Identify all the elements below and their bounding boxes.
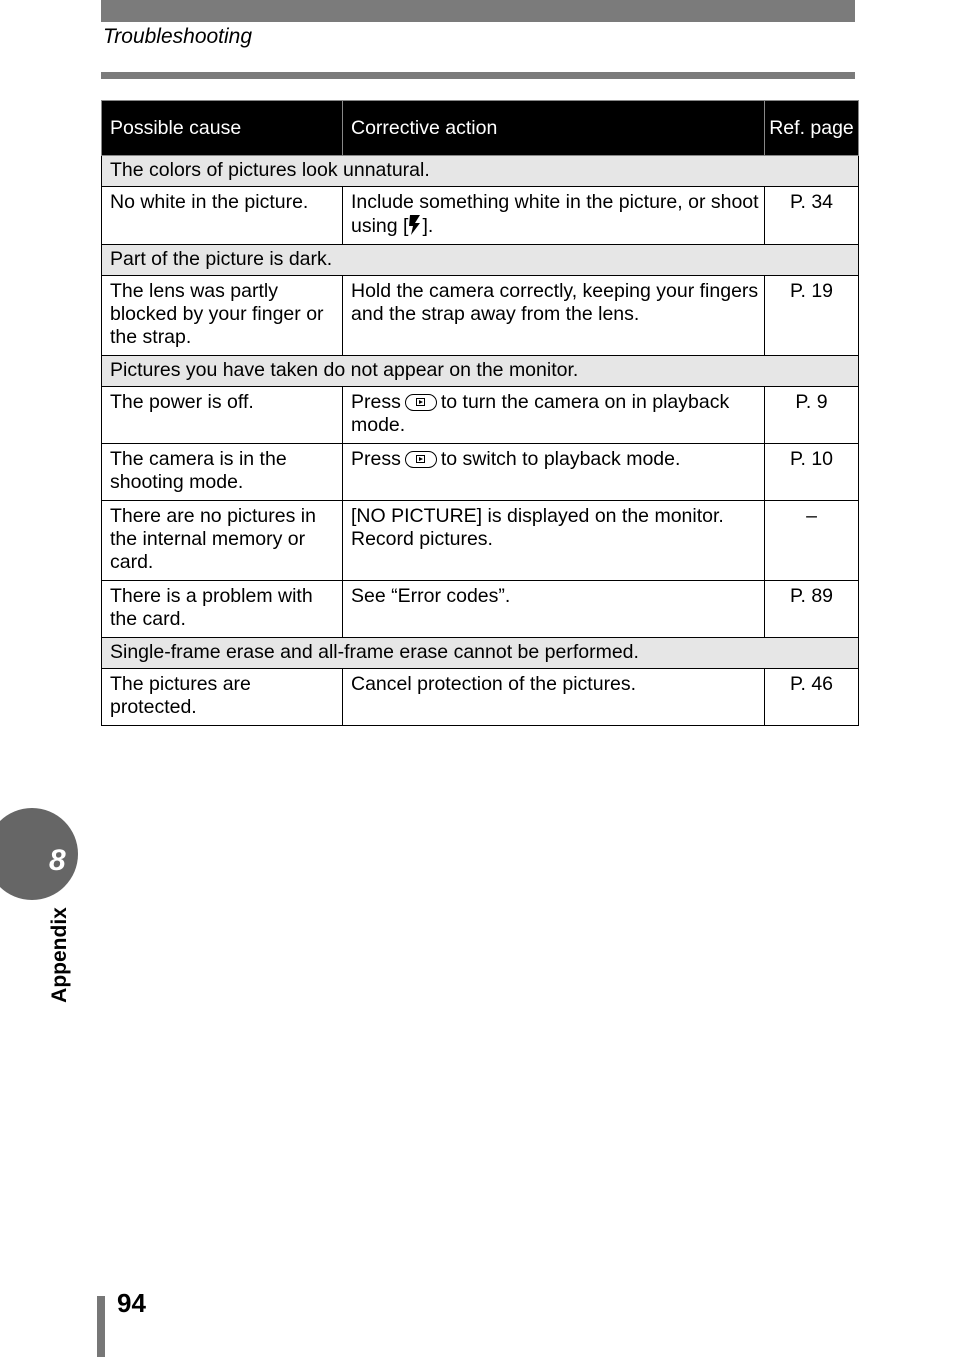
cause-cell: No white in the picture. [102, 187, 343, 245]
cause-cell: The camera is in the shooting mode. [102, 444, 343, 501]
playback-button-icon [405, 451, 437, 468]
action-cell: Cancel protection of the pictures. [343, 669, 765, 726]
action-text: Press [351, 448, 401, 470]
group-title: The colors of pictures look unnatural. [102, 156, 859, 187]
chapter-number: 8 [49, 844, 66, 877]
cause-cell: There are no pictures in the internal memory or card. [102, 501, 343, 581]
section-title: Troubleshooting [103, 25, 253, 48]
action-text: Press [351, 391, 401, 413]
cause-cell: There is a problem with the card. [102, 581, 343, 638]
table-row [102, 581, 859, 638]
group-header-row [102, 156, 859, 187]
action-cell [343, 387, 765, 444]
page-number: 94 [117, 1288, 146, 1318]
ref-cell: P. 46 [765, 669, 859, 726]
table-row [102, 444, 859, 501]
group-header-row [102, 638, 859, 669]
action-cell: Hold the camera correctly, keeping your fingers and the strap away from the lens. [343, 276, 765, 356]
table-row [102, 669, 859, 726]
header-bar [101, 0, 855, 22]
header-possible-cause: Possible cause [102, 101, 343, 156]
table-header-row [102, 101, 859, 156]
action-cell [343, 444, 765, 501]
chapter-label: Appendix [48, 907, 71, 1003]
chapter-tab [0, 808, 78, 900]
playback-button-icon [405, 394, 437, 411]
ref-cell: P. 19 [765, 276, 859, 356]
action-text: ]. [422, 215, 434, 237]
troubleshooting-table [101, 100, 859, 726]
header-rule [101, 72, 855, 79]
action-cell [343, 187, 765, 245]
header-ref-page: Ref. page [765, 101, 859, 156]
table-row [102, 276, 859, 356]
action-text: Include something white in the picture, or shoot using [ [351, 191, 759, 237]
cause-cell: The lens was partly blocked by your finger or the strap. [102, 276, 343, 356]
ref-cell: P. 89 [765, 581, 859, 638]
table-row [102, 501, 859, 581]
action-cell: See “Error codes”. [343, 581, 765, 638]
action-text: to turn the camera on in playback mode. [351, 391, 730, 436]
page-number-bar [97, 1296, 105, 1357]
group-title: Pictures you have taken do not appear on the monitor. [102, 356, 859, 387]
ref-cell: P. 10 [765, 444, 859, 501]
ref-cell: – [765, 501, 859, 581]
group-title: Part of the picture is dark. [102, 245, 859, 276]
table-row [102, 387, 859, 444]
group-title: Single-frame erase and all-frame erase cannot be performed. [102, 638, 859, 669]
ref-cell: P. 34 [765, 187, 859, 245]
group-header-row [102, 356, 859, 387]
ref-cell: P. 9 [765, 387, 859, 444]
cause-cell: The pictures are protected. [102, 669, 343, 726]
action-text: to switch to playback mode. [440, 448, 681, 470]
cause-cell: The power is off. [102, 387, 343, 444]
flash-icon [408, 214, 422, 236]
group-header-row [102, 245, 859, 276]
table-row [102, 187, 859, 245]
action-cell: [NO PICTURE] is displayed on the monitor. Record pictures. [343, 501, 765, 581]
header-corrective-action: Corrective action [343, 101, 765, 156]
